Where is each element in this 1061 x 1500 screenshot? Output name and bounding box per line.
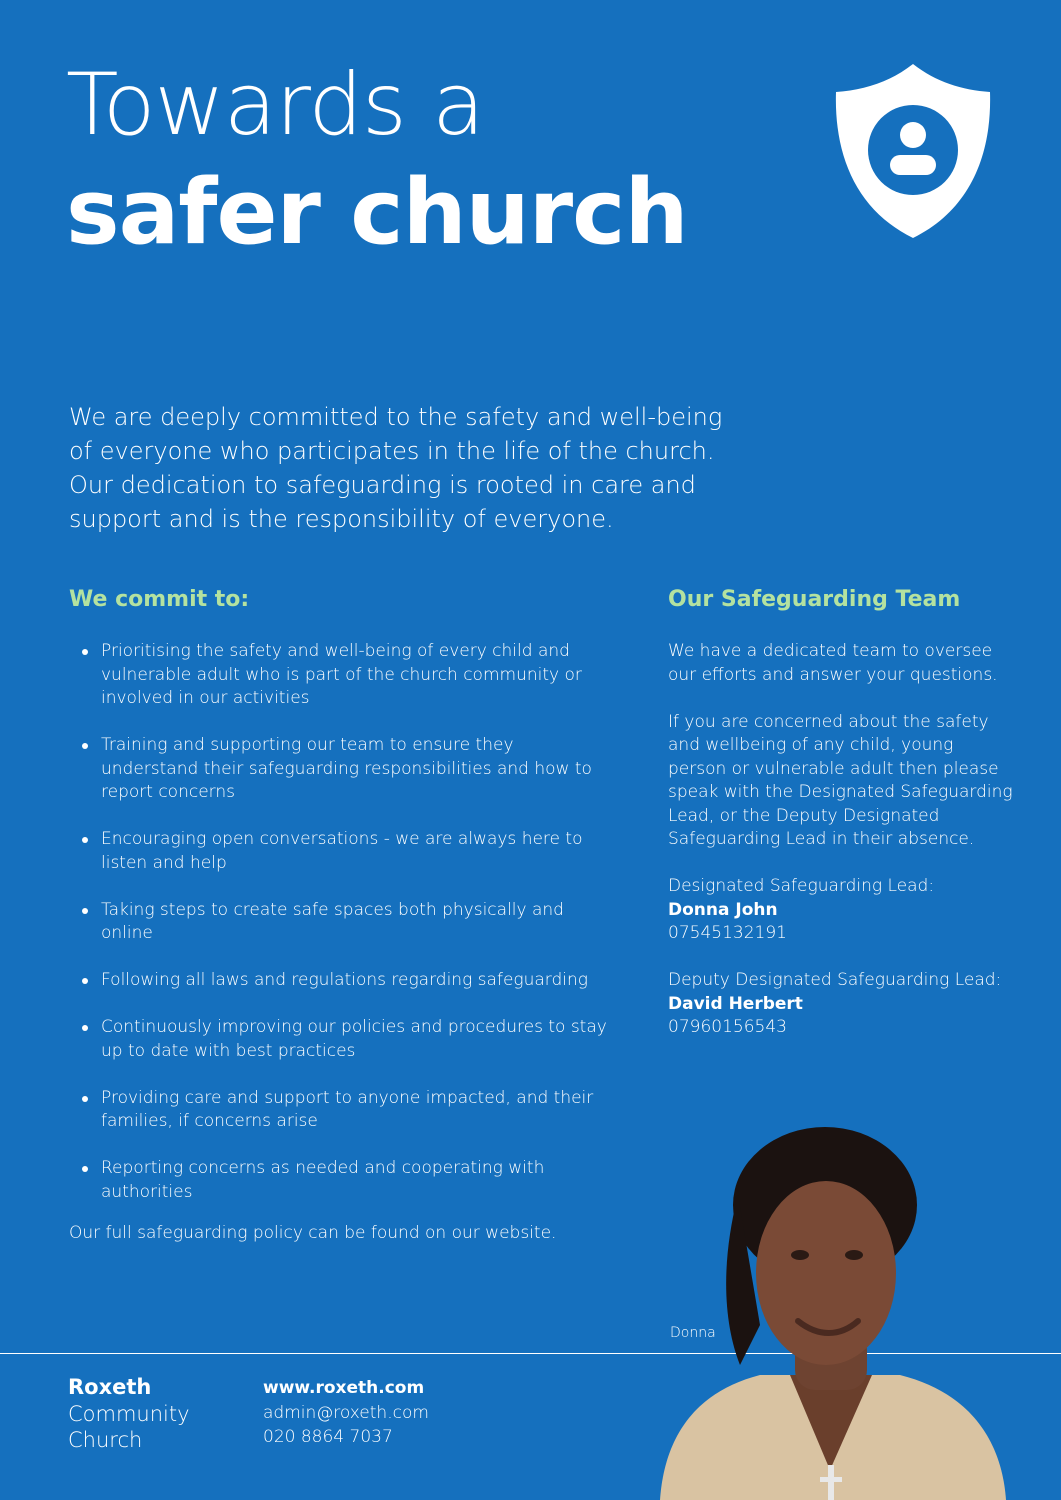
shield-user-icon — [832, 60, 994, 242]
org-name-line-3: Church — [68, 1428, 143, 1452]
intro-paragraph: We are deeply committed to the safety and well-being of everyone who participates in the life of the church. Our dedication to safeguarding is rooted in care and support and is the responsibility of everyone. — [69, 403, 723, 533]
organization-name — [68, 1374, 190, 1454]
commitments-heading: We commit to: — [69, 587, 250, 612]
lead-label: Designated Safeguarding Lead: — [668, 876, 935, 896]
org-name-line-1: Roxeth — [68, 1375, 152, 1399]
commitments-list — [69, 640, 614, 1228]
list-item: Taking steps to create safe spaces both physically and online — [69, 899, 614, 946]
list-item: Providing care and support to anyone impacted, and their families, if concerns arise — [69, 1087, 614, 1134]
title-line-1: Towards a — [66, 55, 484, 155]
lead-name: Donna John — [668, 899, 778, 920]
deputy-name: David Herbert — [668, 993, 803, 1014]
title-line-2: safer church — [66, 160, 688, 265]
deputy-label: Deputy Designated Safeguarding Lead: — [668, 970, 1002, 990]
team-heading: Our Safeguarding Team — [668, 587, 961, 612]
policy-note: Our full safeguarding policy can be found on our website. — [69, 1223, 557, 1243]
deputy-contact — [668, 969, 1013, 1040]
list-item: Training and supporting our team to ensure they understand their safeguarding responsibilities and how to report concerns — [69, 734, 614, 805]
lead-phone: 07545132191 — [668, 923, 787, 943]
photo-caption: Donna — [670, 1325, 716, 1341]
team-concern-text: If you are concerned about the safety and wellbeing of any child, young person or vulnerable adult then please speak with the Designated Safeguarding Lead, or the Deputy Designated Safeguarding Lead in their absence. — [668, 711, 1013, 849]
footer-contact — [263, 1376, 429, 1450]
email-link[interactable]: admin@roxeth.com — [263, 1402, 429, 1423]
phone-number: 020 8864 7037 — [263, 1427, 393, 1447]
list-item: Following all laws and regulations regarding safeguarding — [69, 969, 614, 993]
list-item: Encouraging open conversations - we are always here to listen and help — [69, 828, 614, 875]
portrait-photo — [650, 1125, 1010, 1500]
website-link[interactable]: www.roxeth.com — [263, 1378, 425, 1398]
deputy-phone: 07960156543 — [668, 1017, 787, 1037]
list-item: Prioritising the safety and well-being of every child and vulnerable adult who is part of the church community or involved in our activities — [69, 640, 614, 711]
list-item: Continuously improving our policies and procedures to stay up to date with best practices — [69, 1016, 614, 1063]
org-name-line-2: Community — [68, 1401, 190, 1426]
team-intro: We have a dedicated team to oversee our efforts and answer your questions. — [668, 641, 998, 685]
list-item: Reporting concerns as needed and cooperating with authorities — [69, 1157, 614, 1204]
team-section — [668, 640, 1013, 1063]
lead-contact — [668, 875, 1013, 946]
